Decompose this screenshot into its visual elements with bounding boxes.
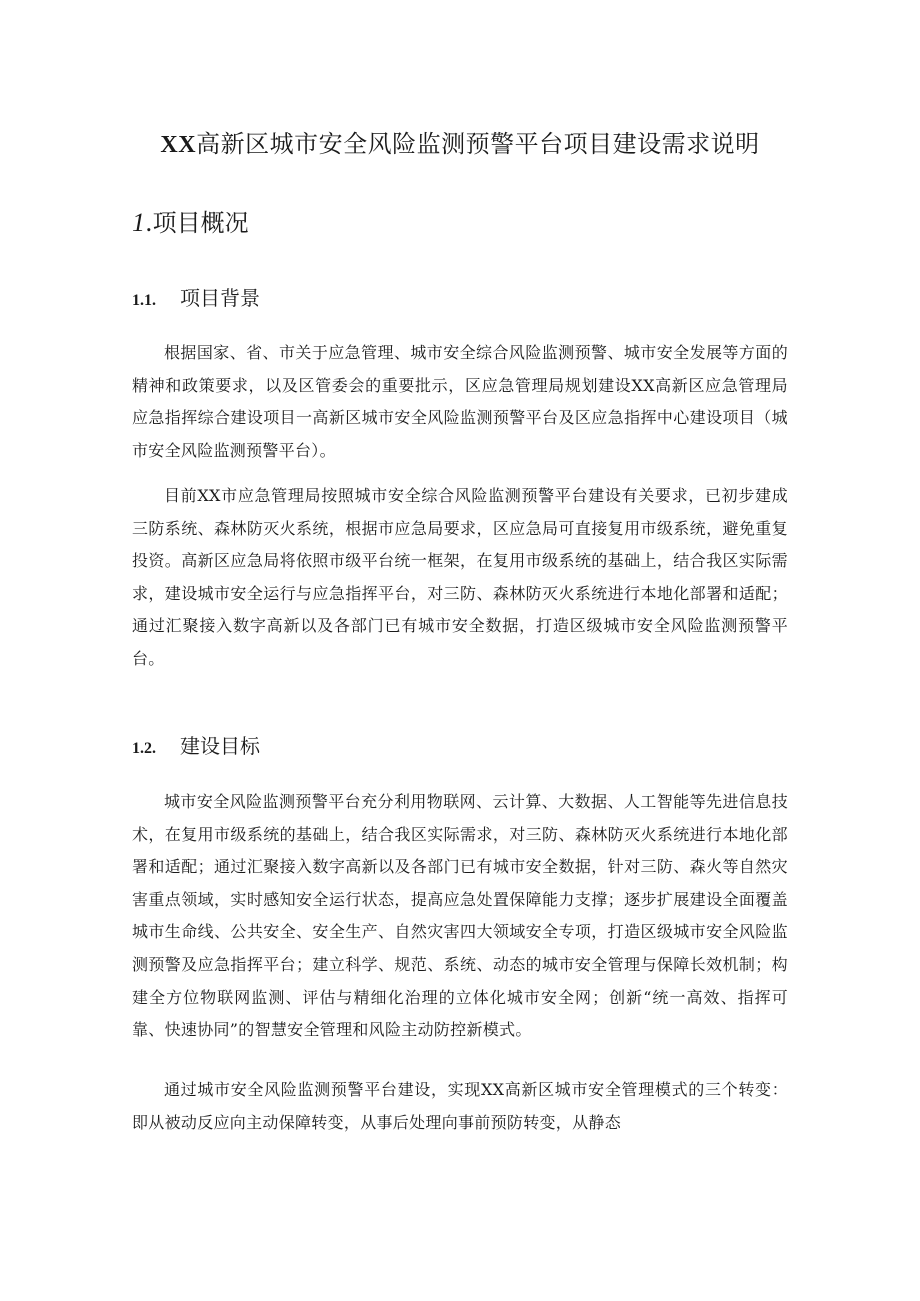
- subsection-heading-background: [132, 282, 260, 311]
- subsection-heading-text: 项目背景: [180, 286, 260, 310]
- subsection-number: 1.1.: [132, 292, 156, 309]
- paragraph-goals-1: 城市安全风险监测预警平台充分利用物联网、云计算、大数据、人工智能等先进信息技术，在复用市级系统的基础上，结合我区实际需求，对三防、森林防灭火系统进行本地化部署和适配；通过汇聚接入数字高新以及各部门已有城市安全数据，针对三防、森火等自然灾害重点领域，实时感知安全运行状态，提高应急处置保障能力支撑；逐步扩展建设全面覆盖城市生命线、公共安全、安全生产、自然灾害四大领域安全专项，打造区级城市安全风险监测预警及应急指挥平台；建立科学、规范、系统、动态的城市安全管理与保障长效机制；构建全方位物联网监测、评估与精细化治理的立体化城市安全网；创新“统一高效、指挥可靠、快速协同”的智慧安全管理和风险主动防控新模式。: [132, 792, 788, 1040]
- paragraph-background-2: 目前XX市应急管理局按照城市安全综合风险监测预警平台建设有关要求，已初步建成三防系统、森林防灭火系统，根据市应急局要求，区应急局可直接复用市级系统，避免重复投资。高新区应急局将依照市级平台统一框架，在复用市级系统的基础上，结合我区实际需求，建设城市安全运行与应急指挥平台，对三防、森林防灭火系统进行本地化部署和适配；通过汇聚接入数字高新以及各部门已有城市安全数据，打造区级城市安全风险监测预警平台。: [132, 486, 788, 668]
- section-number: 1: [132, 208, 145, 237]
- section-heading-text: .项目概况: [145, 209, 249, 237]
- section-heading-project-overview: [132, 203, 249, 238]
- document-title-prefix: XX: [160, 132, 197, 158]
- subsection-number: 1.2.: [132, 740, 156, 757]
- document-title-text: 高新区城市安全风险监测预警平台项目建设需求说明: [196, 130, 760, 158]
- document-title: [0, 124, 920, 159]
- paragraph-goals-2: 通过城市安全风险监测预警平台建设，实现XX高新区城市安全管理模式的三个转变：即从被动反应向主动保障转变，从事后处理向事前预防转变，从静态: [132, 1080, 788, 1132]
- subsection-heading-text: 建设目标: [180, 734, 260, 758]
- paragraph-background-1: 根据国家、省、市关于应急管理、城市安全综合风险监测预警、城市安全发展等方面的精神和政策要求，以及区管委会的重要批示，区应急管理局规划建设XX高新区应急管理局应急指挥综合建设项目一高新区城市安全风险监测预警平台及区应急指挥中心建设项目（城市安全风险监测预警平台）。: [132, 343, 788, 460]
- subsection-heading-goals: [132, 730, 260, 759]
